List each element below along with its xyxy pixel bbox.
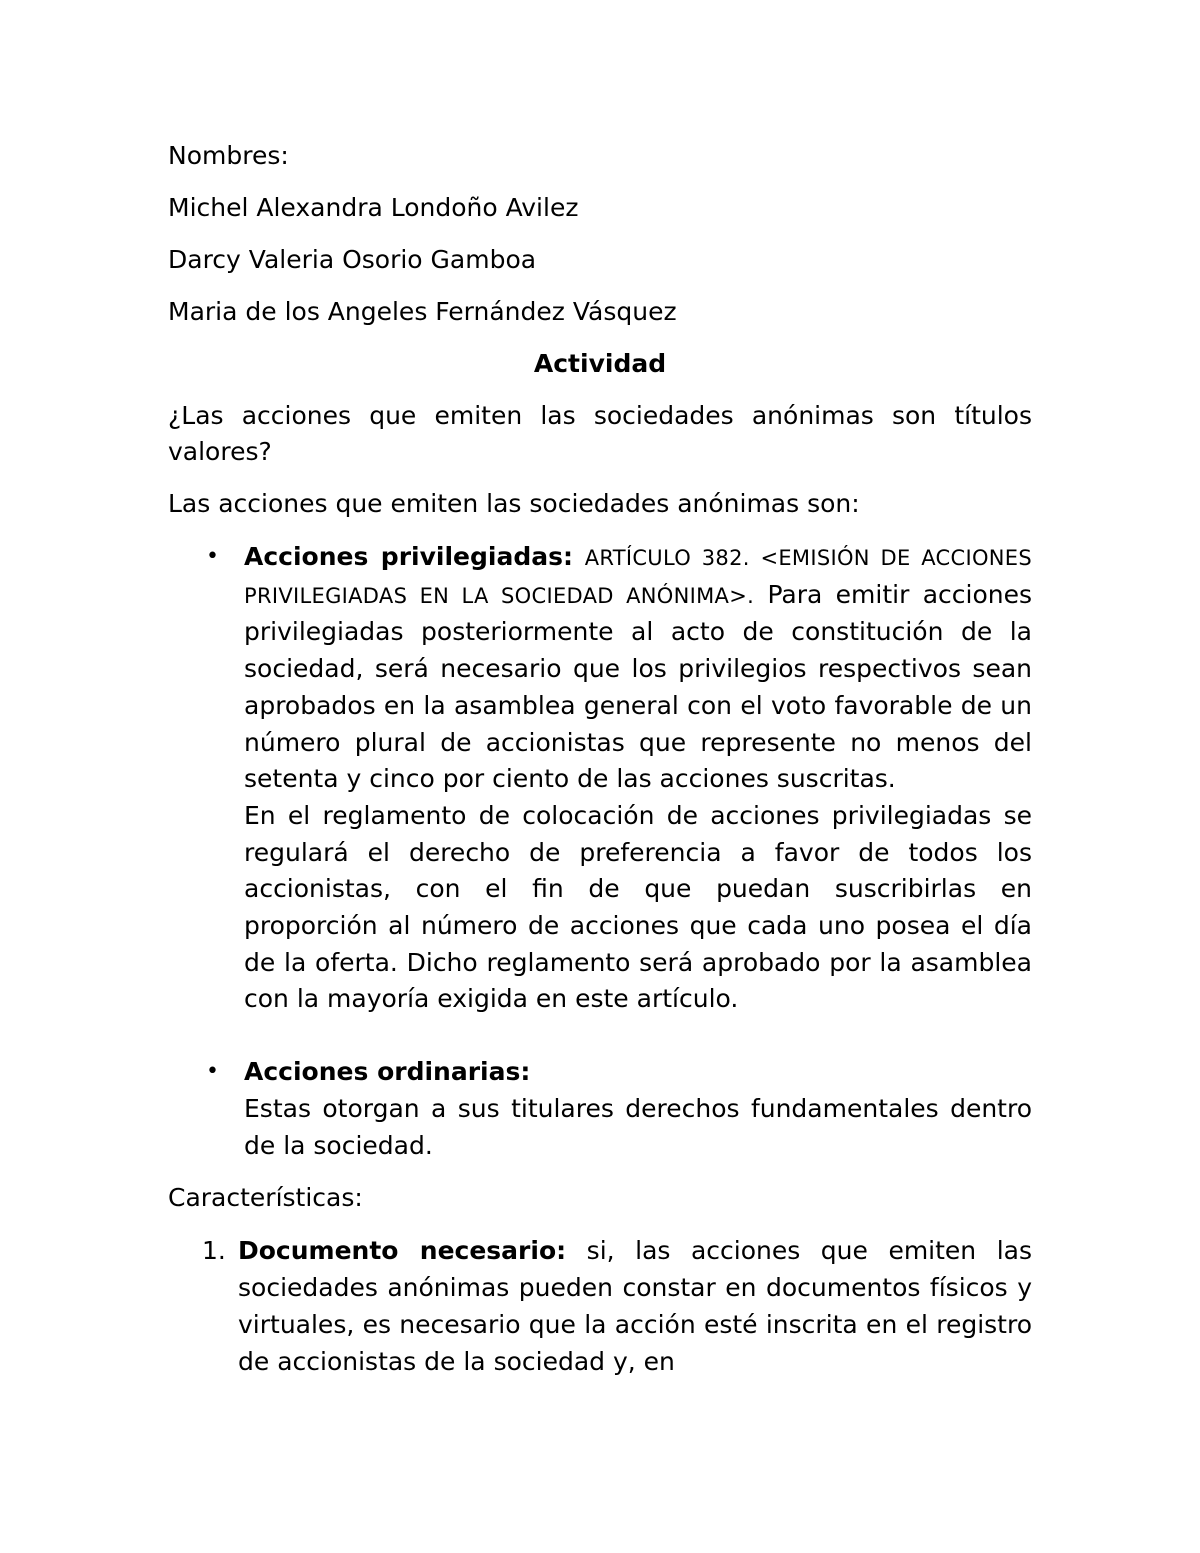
- list-item: [168, 1054, 1032, 1164]
- intro-paragraph: Las acciones que emiten las sociedades anónimas son:: [168, 489, 860, 518]
- share-types-list: [168, 539, 1032, 1164]
- author-name: Michel Alexandra Londoño Avilez: [168, 193, 579, 222]
- list-item-heading: Documento necesario:: [238, 1236, 567, 1266]
- names-block: [168, 138, 1032, 330]
- characteristics-label: Características:: [168, 1183, 363, 1213]
- bullet-icon: •: [206, 544, 219, 569]
- list-item-text: si, las acciones que emiten las sociedades anónimas pueden constar en documentos físicos y virtuales, es necesario que la acción esté inscrita en el registro de accionistas de la sociedad y, en: [238, 1236, 1032, 1377]
- bullet-icon: •: [206, 1059, 219, 1085]
- names-label: Nombres:: [168, 141, 289, 170]
- document-page: [168, 138, 1032, 1380]
- list-number: 1.: [202, 1236, 226, 1266]
- list-item-heading: Acciones ordinarias:: [244, 1057, 531, 1087]
- list-item: [168, 1232, 1032, 1380]
- document-title: Actividad: [533, 349, 667, 378]
- list-item-text: Estas otorgan a sus titulares derechos fundamentales dentro de la sociedad.: [244, 1093, 1032, 1160]
- characteristics-list: [168, 1232, 1032, 1380]
- list-item-text: En el reglamento de colocación de acciones privilegiadas se regulará el derecho de preferencia a favor de todos los accionistas, con el fin de que puedan suscribirlas en proporción al número de acciones que cada uno posea el día de la oferta. Dicho reglamento será aprobado por la asamblea con la mayoría exigida en este artículo.: [244, 800, 1032, 1014]
- article-reference: ARTÍCULO 382. <EMISIÓN DE ACCIONES PRIVILEGIADAS EN LA SOCIEDAD ANÓNIMA>.: [244, 546, 1033, 608]
- author-name: Darcy Valeria Osorio Gamboa: [168, 245, 537, 274]
- list-item: [168, 539, 1032, 1018]
- question-paragraph: ¿Las acciones que emiten las sociedades anónimas son títulos valores?: [168, 401, 1032, 466]
- spacer: [168, 1018, 1032, 1054]
- author-name: Maria de los Angeles Fernández Vásquez: [168, 297, 677, 326]
- list-item-heading: Acciones privilegiadas:: [244, 542, 573, 571]
- list-item-text: Para emitir acciones privilegiadas posteriormente al acto de constitución de la sociedad, será necesario que los privilegios respectivos sean aprobados en la asamblea general con el voto favorable de un número plural de accionistas que represente no menos del setenta y cinco por ciento de las acciones suscritas.: [244, 579, 1032, 794]
